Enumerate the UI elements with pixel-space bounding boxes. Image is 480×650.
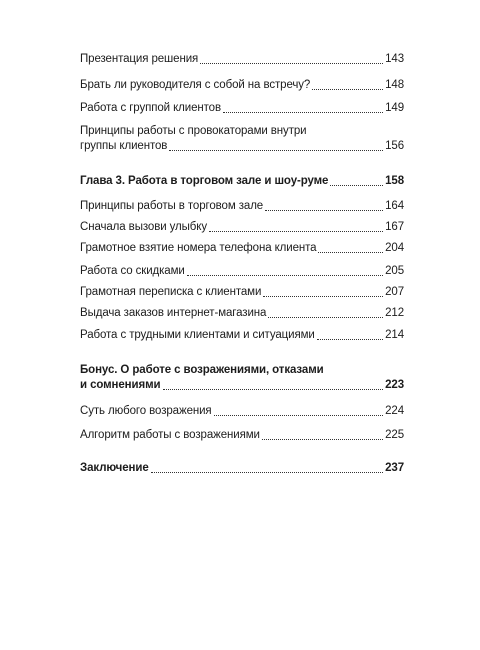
toc-entry	[80, 101, 404, 116]
dot-leader	[214, 415, 384, 416]
toc-chapter-entry	[80, 174, 404, 189]
toc-entry-page: 148	[385, 79, 404, 91]
dot-leader	[163, 389, 384, 390]
toc-entry-title: и сомнениями	[80, 379, 161, 391]
toc-entry-title: Работа со скидками	[80, 265, 185, 277]
toc-entry-title: Выдача заказов интернет-магазина	[80, 307, 267, 319]
toc-entry-title-line1: Бонус. О работе с возражениями, отказами	[80, 364, 324, 376]
toc-entry-title: Суть любого возражения	[80, 405, 212, 417]
toc-entry	[80, 285, 404, 300]
dot-leader	[330, 185, 383, 186]
toc-entry	[80, 52, 404, 67]
toc-entry-page: 156	[385, 140, 404, 152]
toc-entry-page: 224	[385, 405, 404, 417]
toc-entry	[80, 241, 404, 256]
dot-leader	[187, 275, 383, 276]
dot-leader	[317, 339, 383, 340]
dot-leader	[263, 296, 383, 297]
toc-entry-page: 158	[385, 175, 404, 187]
dot-leader	[262, 439, 383, 440]
toc-entry-page: 225	[385, 429, 404, 441]
toc-entry-page: 237	[385, 462, 404, 474]
toc-chapter-entry	[80, 461, 404, 476]
toc-entry-page: 223	[385, 379, 404, 391]
dot-leader	[268, 317, 383, 318]
dot-leader	[151, 472, 383, 473]
toc-entry-title: Брать ли руководителя с собой на встречу?	[80, 79, 311, 91]
toc-entry-page: 204	[385, 242, 404, 254]
toc-entry	[80, 264, 404, 279]
toc-entry-title: Грамотное взятие номера телефона клиента	[80, 242, 317, 254]
toc-entry	[80, 306, 404, 321]
dot-leader	[318, 252, 383, 253]
toc-entry-title: Сначала вызови улыбку	[80, 221, 208, 233]
toc-entry-title-line1: Принципы работы с провокаторами внутри	[80, 125, 307, 137]
toc-entry	[80, 199, 404, 214]
toc-entry	[80, 220, 404, 235]
toc-entry-page: 149	[385, 102, 404, 114]
toc-entry-title: группы клиентов	[80, 140, 168, 152]
toc-chapter-entry	[80, 363, 404, 393]
dot-leader	[312, 89, 383, 90]
toc-entry-title: Работа с группой клиентов	[80, 102, 221, 114]
toc-entry-title: Принципы работы в торговом зале	[80, 200, 264, 212]
toc-entry-page: 167	[385, 221, 404, 233]
toc-entry-page: 207	[385, 286, 404, 298]
toc-entry-page: 164	[385, 200, 404, 212]
dot-leader	[209, 231, 383, 232]
toc-entry-title: Грамотная переписка с клиентами	[80, 286, 262, 298]
toc-entry-title: Алгоритм работы с возражениями	[80, 429, 260, 441]
toc-entry	[80, 328, 404, 343]
dot-leader	[169, 150, 383, 151]
toc-entry-page: 212	[385, 307, 404, 319]
toc-entry-title: Глава 3. Работа в торговом зале и шоу-руме	[80, 175, 329, 187]
toc-entry	[80, 428, 404, 443]
dot-leader	[200, 63, 383, 64]
toc-entry-page: 143	[385, 53, 404, 65]
toc-entry-title: Презентация решения	[80, 53, 199, 65]
toc-entry-title: Работа с трудными клиентами и ситуациями	[80, 329, 315, 341]
dot-leader	[223, 112, 383, 113]
toc-entry-title: Заключение	[80, 462, 149, 474]
toc-entry	[80, 78, 404, 93]
toc-entry-page: 214	[385, 329, 404, 341]
toc-entry-page: 205	[385, 265, 404, 277]
dot-leader	[265, 210, 383, 211]
toc-entry	[80, 404, 404, 419]
toc-entry	[80, 124, 404, 154]
